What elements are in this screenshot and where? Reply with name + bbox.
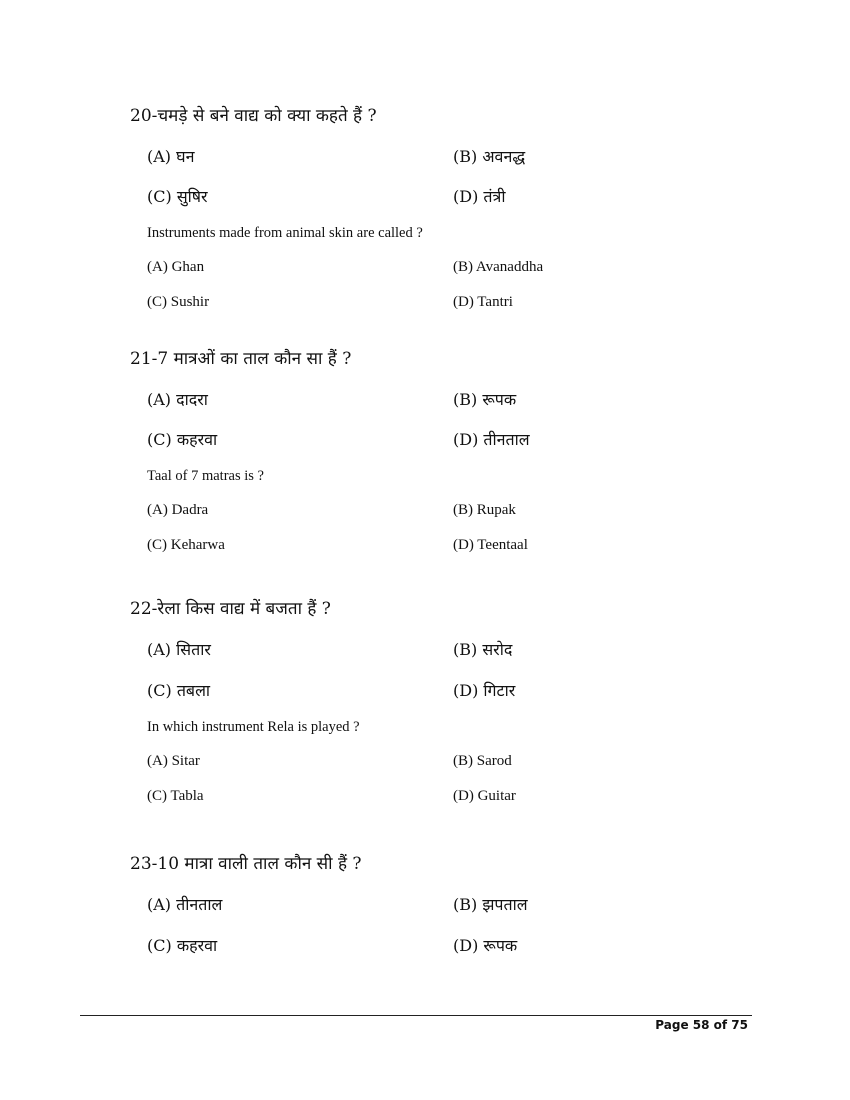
question-20-hindi: 20-चमड़े से बने वाद्य को क्या कहते हैं ? bbox=[130, 106, 377, 126]
footer-divider bbox=[80, 1015, 752, 1016]
question-21-english: Taal of 7 matras is ? bbox=[147, 468, 264, 484]
question-22-english: In which instrument Rela is played ? bbox=[147, 719, 360, 735]
q20-en-option-c: (C) Sushir bbox=[147, 294, 210, 310]
page-number: Page 58 of 75 bbox=[655, 1018, 748, 1032]
q20-en-option-a: (A) Ghan bbox=[147, 259, 205, 275]
q22-en-option-b: (B) Sarod bbox=[453, 753, 512, 769]
q21-en-option-b: (B) Rupak bbox=[453, 502, 516, 518]
question-22-hindi: 22-रेला किस वाद्य में बजता हैं ? bbox=[130, 599, 331, 619]
q22-hi-option-d: (D) गिटार bbox=[453, 681, 516, 700]
q20-hi-option-d: (D) तंत्री bbox=[453, 187, 506, 206]
q23-hi-option-b: (B) झपताल bbox=[453, 895, 528, 914]
q22-en-option-d: (D) Guitar bbox=[453, 788, 516, 804]
q21-en-option-c: (C) Keharwa bbox=[147, 537, 225, 553]
q20-en-option-b: (B) Avanaddha bbox=[453, 259, 544, 275]
q21-hi-option-a: (A) दादरा bbox=[147, 390, 208, 409]
q22-hi-option-a: (A) सितार bbox=[147, 640, 211, 659]
q20-en-option-d: (D) Tantri bbox=[453, 294, 513, 310]
q21-en-option-d: (D) Teentaal bbox=[453, 537, 528, 553]
q21-hi-option-c: (C) कहरवा bbox=[147, 430, 218, 449]
q23-hi-option-c: (C) कहरवा bbox=[147, 936, 218, 955]
q22-hi-option-c: (C) तबला bbox=[147, 681, 211, 700]
q20-hi-option-a: (A) घन bbox=[147, 147, 195, 166]
q21-hi-option-b: (B) रूपक bbox=[453, 390, 517, 409]
q23-hi-option-d: (D) रूपक bbox=[453, 936, 518, 955]
q22-en-option-a: (A) Sitar bbox=[147, 753, 200, 769]
question-23-hindi: 23-10 मात्रा वाली ताल कौन सी हैं ? bbox=[130, 854, 362, 874]
q21-en-option-a: (A) Dadra bbox=[147, 502, 209, 518]
question-20-english: Instruments made from animal skin are called ? bbox=[147, 225, 423, 241]
q23-hi-option-a: (A) तीनताल bbox=[147, 895, 223, 914]
q21-hi-option-d: (D) तीनताल bbox=[453, 430, 530, 449]
q22-en-option-c: (C) Tabla bbox=[147, 788, 204, 804]
q22-hi-option-b: (B) सरोद bbox=[453, 640, 513, 659]
question-21-hindi: 21-7 मात्रओं का ताल कौन सा हैं ? bbox=[130, 349, 352, 369]
q20-hi-option-b: (B) अवनद्ध bbox=[453, 147, 526, 166]
q20-hi-option-c: (C) सुषिर bbox=[147, 187, 208, 206]
